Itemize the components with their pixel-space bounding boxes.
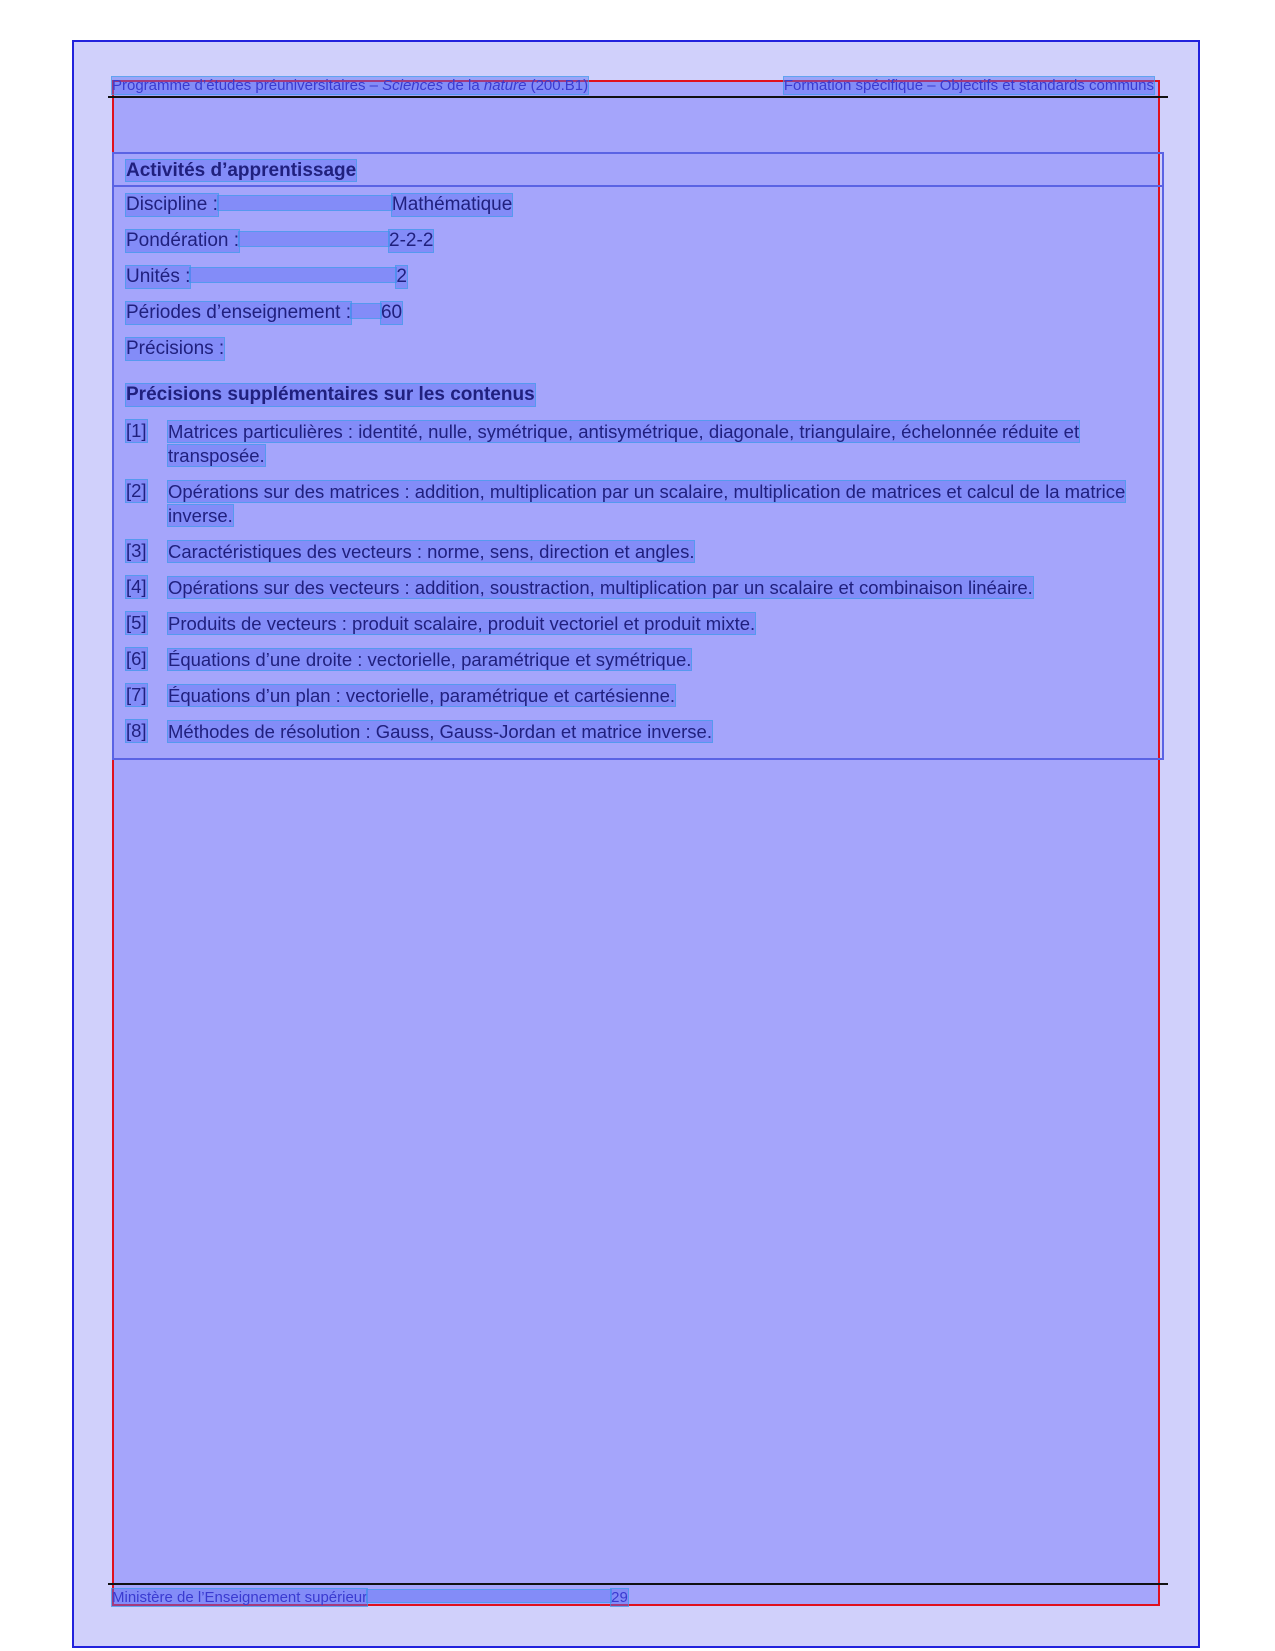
item-text: Opérations sur des vecteurs : addition, soustraction, multiplication par un scalaire et combinaison linéaire.	[168, 577, 1033, 598]
item-text: Opérations sur des matrices : addition, multiplication par un scalaire, multiplication de matrices et calcul de la matrice inverse.	[168, 481, 1126, 526]
box-title: Activités d’apprentissage	[126, 160, 357, 181]
item-text: Produits de vecteurs : produit scalaire, produit vectoriel et produit mixte.	[168, 613, 756, 634]
field-value: 2-2-2	[389, 230, 434, 251]
list-item	[126, 480, 1156, 528]
list-item	[126, 720, 1156, 744]
running-header	[112, 77, 1160, 94]
box-title-row	[114, 154, 1162, 187]
item-number: [6]	[126, 648, 147, 669]
header-rule	[108, 96, 1168, 98]
list-item	[126, 648, 1156, 672]
field-value: Mathématique	[391, 194, 513, 215]
list-item	[126, 576, 1156, 600]
field-weighting	[126, 230, 433, 252]
item-number: [2]	[126, 480, 147, 501]
field-label: Pondération :	[126, 230, 240, 251]
footer-rule	[108, 1583, 1168, 1585]
section-title: Précisions supplémentaires sur les contenus	[126, 384, 535, 405]
footer-filler	[367, 1590, 611, 1602]
list-item	[126, 420, 1156, 468]
item-number: [3]	[126, 540, 147, 561]
field-label: Périodes d’enseignement :	[126, 302, 351, 323]
item-number: [5]	[126, 612, 147, 633]
field-filler	[351, 304, 381, 318]
field-teaching-periods	[126, 302, 402, 324]
item-number: [7]	[126, 684, 147, 705]
item-text: Caractéristiques des vecteurs : norme, sens, direction et angles.	[168, 541, 695, 562]
item-text: Méthodes de résolution : Gauss, Gauss-Jordan et matrice inverse.	[168, 721, 712, 742]
list-item	[126, 612, 1156, 636]
learning-activities-box	[112, 152, 1164, 760]
field-filler	[218, 196, 392, 210]
page-footer	[112, 1589, 628, 1606]
item-text: Matrices particulières : identité, nulle, symétrique, antisymétrique, diagonale, triangulaire, échelonnée réduite et transposée.	[168, 421, 1080, 466]
header-section-title: Formation spécifique – Objectifs et standards communs	[783, 77, 1154, 94]
item-text: Équations d’un plan : vectorielle, paramétrique et cartésienne.	[168, 685, 675, 706]
field-units	[126, 266, 407, 288]
list-item	[126, 540, 1156, 564]
field-value: 2	[396, 266, 407, 287]
item-number: [8]	[126, 720, 147, 741]
field-filler	[239, 232, 389, 246]
item-text: Équations d’une droite : vectorielle, paramétrique et symétrique.	[168, 649, 692, 670]
field-discipline	[126, 194, 512, 216]
field-filler	[190, 268, 396, 282]
item-number: [4]	[126, 576, 147, 597]
item-number: [1]	[126, 420, 147, 441]
field-label: Unités :	[126, 266, 191, 287]
page-number: 29	[611, 1589, 628, 1606]
field-details	[126, 338, 224, 360]
footer-ministry: Ministère de l’Enseignement supérieur	[112, 1589, 368, 1606]
header-program-title: Programme d’études préuniversitaires – Sciences de la nature (200.B1)	[112, 77, 589, 94]
field-label: Précisions :	[126, 338, 225, 359]
field-label: Discipline :	[126, 194, 218, 215]
list-item	[126, 684, 1156, 708]
field-value: 60	[380, 302, 403, 323]
